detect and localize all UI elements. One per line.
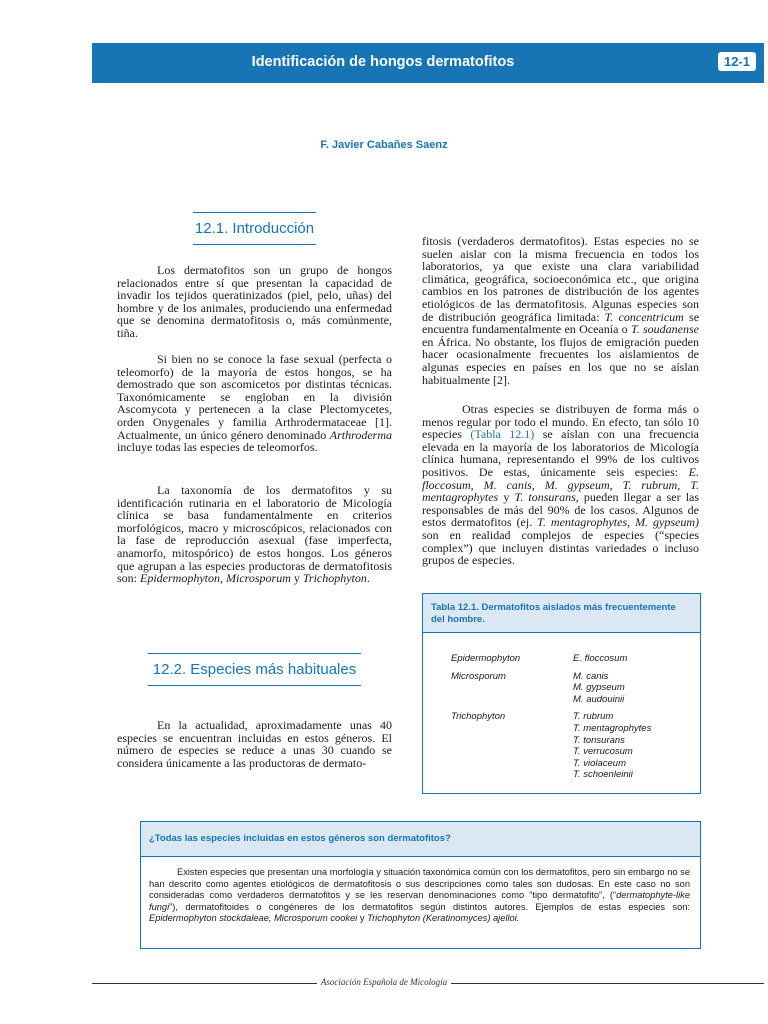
species-name: T. violaceum xyxy=(573,757,626,769)
table-genus-cell: Epidermophyton xyxy=(451,653,521,664)
species-name: T. mentagrophytes xyxy=(573,722,652,734)
table-species-cell xyxy=(573,653,627,665)
chapter-number-badge: 12-1 xyxy=(718,52,756,71)
species-name: T. rubrum xyxy=(573,711,614,723)
table-reference-link[interactable]: (Tabla 12.1) xyxy=(470,427,535,442)
table-species-cell xyxy=(573,671,625,706)
table-genus-cell: Trichophyton xyxy=(451,711,506,723)
chapter-header xyxy=(92,43,764,83)
intro-paragraph-2: Si bien no se conoce la fase sexual (perfecta o teleomorfo) de la mayoría de estos hongos, se ha demostrado que son ascomicetos por distintas técnicas. Taxonómicamente se engloban en la división Ascomycota y pertenecen a la clase Plectomycetes, orden Onygenales y familia Arthrodermataceae [1]. Actualmente, un único género denominado Arthroderma incluye todas las especies de teleomorfos. xyxy=(117,352,393,455)
chapter-title: Identificación de hongos dermatofitos xyxy=(251,54,515,70)
callout-title: ¿Todas las especies incluidas en estos géneros son dermatofitos? xyxy=(141,822,700,857)
right-paragraph-2: Otras especies se distribuyen de forma más o menos regular por todo el mundo. En efecto, tan sólo 10 especies (Tabla 12.1) se aíslan con una frecuencia elevada en la mayoría de los laboratorios de Micología clínica humana, representando el 99% de los cultivos positivos. De estas, únicamente seis especies: E. floccosum, M. canis, M. gypseum, T. rubrum, T. mentagrophytes y T. tonsurans, pueden llegar a ser las responsables de más del 90% de los casos. Algunos de estos dermatofitos (ej. T. mentagrophytes, M. gypseum) son en realidad complejos de especies (“species complex”) que incluyen distintas variedades o incluso grupos de especies. xyxy=(422,402,700,568)
section-heading-intro: 12.1. Introducción xyxy=(193,212,316,245)
table-species-cell xyxy=(573,711,651,781)
table-title: Tabla 12.1. Dermatofitos aislados más frecuentemente del hombre. xyxy=(423,594,700,633)
table-row xyxy=(451,671,651,706)
table-row xyxy=(451,711,651,781)
species-name: M. canis xyxy=(573,670,609,682)
intro-paragraph-1: Los dermatofitos son un grupo de hongos relacionados entre sí que presentan la capacidad de invadir los tejidos queratinizados (piel, pelo, uñas) del hombre y de los animales, produciendo una enfermedad que se denomina dermatofitosis o, más comúnmente, tiña. xyxy=(117,263,392,340)
intro-paragraph-3: La taxonomía de los dermatofitos y su identificación rutinaria en el laboratorio de Micología clínica se basa fundamentalmente en criterios morfológicos, macro y microscópicos, relacionados con la fase de reproducción asexual (fase imperfecta, anamorfo, mitospórico) de estos hongos. Los géneros que agrupan a las especies productoras de dermatofitosis son: Epidermophyton, Microsporum y Trichophyton. xyxy=(117,483,392,586)
section-heading-species: 12.2. Especies más habituales xyxy=(148,653,361,686)
species-name: T. verrucosum xyxy=(573,746,633,758)
species-name: M. audouinii xyxy=(573,693,625,705)
species-paragraph-1: En la actualidad, aproximadamente unas 40 especies se encuentran incluidas en estos géneros. El número de especies se reduce a unas 30 cuando se considera únicamente a las productoras de dermato- xyxy=(117,718,392,770)
species-name: T. schoenleinii xyxy=(573,769,633,781)
species-table xyxy=(422,593,701,794)
author-name: F. Javier Cabañes Saenz xyxy=(320,139,448,151)
table-genus-cell: Microsporum xyxy=(451,670,506,682)
footer-text: Asociación Española de Micología xyxy=(0,977,768,987)
species-name: E. floccosum xyxy=(573,653,628,664)
callout-box xyxy=(140,821,701,949)
table-row xyxy=(451,653,651,665)
table-body xyxy=(451,653,651,787)
callout-body: Existen especies que presentan una morfología y situación taxonómica común con los dermatofitos, pero sin embargo no se han descrito como agentes etiológicos de dermatofitosis o sus descripciones como tales son dudosas. En este caso no son consideradas como verdaderos dermatofitos y se les reservan denominaciones como “tipo dermatofito”, (“dermatophyte-like fungi”), dermatofitoides o congéneres de los dermatofitos según distintos autores. Ejemplos de estas especies son: Epidermophyton stockdaleae, Microsporum cookei y Trichophyton (Keratinomyces) ajelloi. xyxy=(149,867,690,924)
species-name: M. gypseum xyxy=(573,682,625,694)
right-paragraph-1: fitosis (verdaderos dermatofitos). Estas especies no se suelen aislar con la misma frecuencia en todos los laboratorios, ya que existe una clara variabilidad climática, geográfica, socioeconómica etc., que origina cambios en los patrones de distribución de los agentes etiológicos de las dermatofitosis. Algunas especies son de distribución geográfica limitada: T. concentricum se encuentra fundamentalmente en Oceanía o T. soudanense en África. No obstante, los flujos de emigración pueden hacer ocasionalmente frecuentes los aislamientos de algunas especies en países en los que no se aíslan habitualmente [2]. xyxy=(422,234,700,387)
species-name: T. tonsurans xyxy=(573,734,625,746)
